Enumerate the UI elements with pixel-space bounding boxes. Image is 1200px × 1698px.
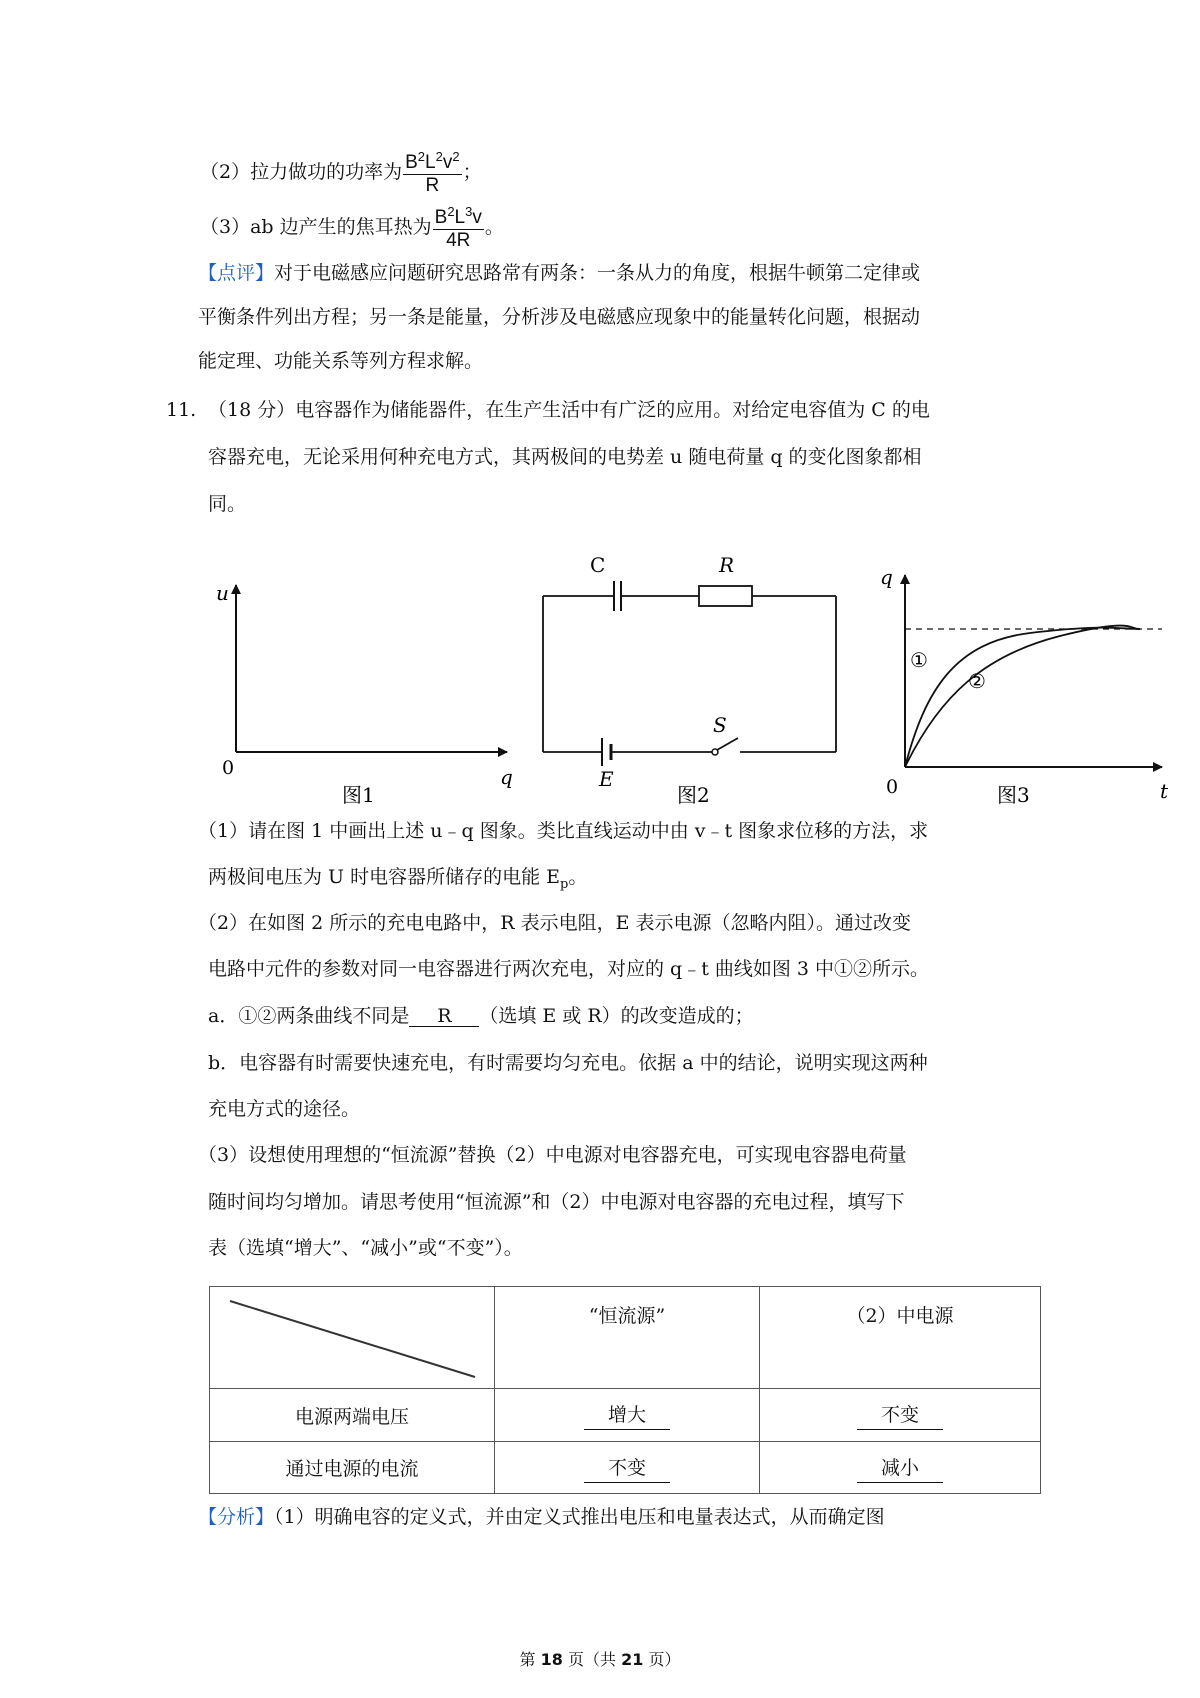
table-header-const: “恒流源”	[495, 1287, 760, 1389]
table-cell-answer: 不变	[857, 1400, 943, 1430]
figure-1-uq-axes	[216, 581, 513, 807]
fig2-capacitor-label: C	[590, 553, 606, 577]
question-line-2: 容器充电，无论采用何种充电方式，其两极间的电势差 u 随电荷量 q 的变化图象都相	[208, 446, 922, 468]
fig3-y-label: q	[880, 565, 893, 589]
comment-line-3: 能定理、功能关系等列方程求解。	[198, 350, 484, 372]
resistor	[699, 586, 752, 606]
part3-line-1: （3）设想使用理想的“恒流源”替换（2）中电源对电容器充电，可实现电容器电荷量	[198, 1144, 907, 1166]
curve-2	[905, 626, 1140, 767]
table-row-label: 电源两端电压	[210, 1389, 495, 1442]
answer-line-2: （2）拉力做功的功率为 $\frac{B^2L^2v^2}{R}$ ；	[200, 149, 482, 196]
fig2-caption: 图2	[677, 783, 710, 807]
fig2-resistor-label: R	[719, 553, 735, 577]
question-line-3: 同。	[208, 493, 247, 515]
question-line-1: （18 分）电容器作为储能器件，在生产生活中有广泛的应用。对给定电容值为 C 的电	[208, 399, 930, 421]
fig2-switch-label: S	[713, 713, 727, 737]
part2-b-line-1: b．电容器有时需要快速充电，有时需要均匀充电。依据 a 中的结论，说明实现这两种	[208, 1052, 928, 1074]
table-header-source: （2）中电源	[760, 1287, 1041, 1389]
table-cell-answer: 不变	[584, 1453, 670, 1483]
part3-line-3: 表（选填“增大”、“减小”或“不变”）。	[208, 1237, 523, 1259]
table-row-label: 通过电源的电流	[210, 1442, 495, 1494]
answer-blank-a: R	[409, 1007, 479, 1027]
total-pages: 21	[621, 1650, 644, 1669]
fig3-curve1-label: ①	[910, 648, 928, 672]
power-fraction: $\frac{B^2L^2v^2}{R}$	[405, 149, 460, 196]
part1-line-1: （1）请在图 1 中画出上述 u﹣q 图象。类比直线运动中由 v﹣t 图象求位移的方法，求	[198, 820, 929, 842]
analysis-tag: 【分析】	[198, 1506, 275, 1528]
part2-line-1: （2）在如图 2 所示的充电电路中，R 表示电阻，E 表示电源（忽略内阻）。通过改变	[198, 912, 912, 934]
answer-line-3: （3）ab 边产生的焦耳热为 $\frac{B^2L^3v}{4R}$ 。	[200, 204, 504, 251]
switch-lever	[717, 738, 738, 750]
fig3-curve2-label: ②	[968, 669, 986, 693]
figure-2-circuit	[543, 553, 836, 807]
current-page: 18	[540, 1650, 563, 1669]
diagonal-divider	[210, 1287, 494, 1389]
table-row	[210, 1389, 1041, 1442]
analysis-line-1: 【分析】（1）明确电容的定义式，并由定义式推出电压和电量表达式，从而确定图	[198, 1506, 885, 1528]
heat-fraction: $\frac{B^2L^3v}{4R}$	[434, 204, 482, 251]
figure-3-qt-curves	[880, 565, 1169, 807]
part2-b-line-2: 充电方式的途径。	[208, 1098, 361, 1120]
page-footer: 第 18 页（共 21 页）	[519, 1650, 681, 1669]
part1-line-2: 两极间电压为 U 时电容器所储存的电能 $E_p$。	[208, 866, 588, 892]
fig3-x-label: t	[1160, 779, 1169, 803]
fig3-caption: 图3	[997, 783, 1030, 807]
fig1-x-label: q	[500, 765, 513, 789]
table-header-row	[210, 1287, 1041, 1389]
fig1-caption: 图1	[342, 783, 375, 807]
fig3-origin: 0	[886, 776, 899, 798]
fig1-y-label: u	[216, 581, 229, 605]
fig1-origin: 0	[222, 757, 235, 779]
table-row	[210, 1442, 1041, 1494]
figures-svg	[0, 540, 1200, 810]
question-number: 11.	[166, 399, 197, 421]
part3-line-2: 随时间均匀增加。请思考使用“恒流源”和（2）中电源对电容器的充电过程，填写下	[208, 1191, 905, 1213]
table-cell-answer: 减小	[857, 1453, 943, 1483]
answer-table	[209, 1286, 1041, 1494]
table-corner-cell	[210, 1287, 495, 1389]
fig2-source-label: E	[599, 767, 614, 791]
part2-a-line: a．①②两条曲线不同是 R （选填 E 或 R）的改变造成的；	[208, 1005, 754, 1027]
comment-line-2: 平衡条件列出方程；另一条是能量，分析涉及电磁感应现象中的能量转化问题，根据动	[198, 306, 921, 328]
comment-line-1: 【点评】对于电磁感应问题研究思路常有两条：一条从力的角度，根据牛顿第二定律或	[198, 262, 921, 284]
table-cell-answer: 增大	[584, 1400, 670, 1430]
part2-line-2: 电路中元件的参数对同一电容器进行两次充电，对应的 q﹣t 曲线如图 3 中①②所示。	[208, 958, 930, 980]
comment-tag: 【点评】	[198, 262, 275, 284]
